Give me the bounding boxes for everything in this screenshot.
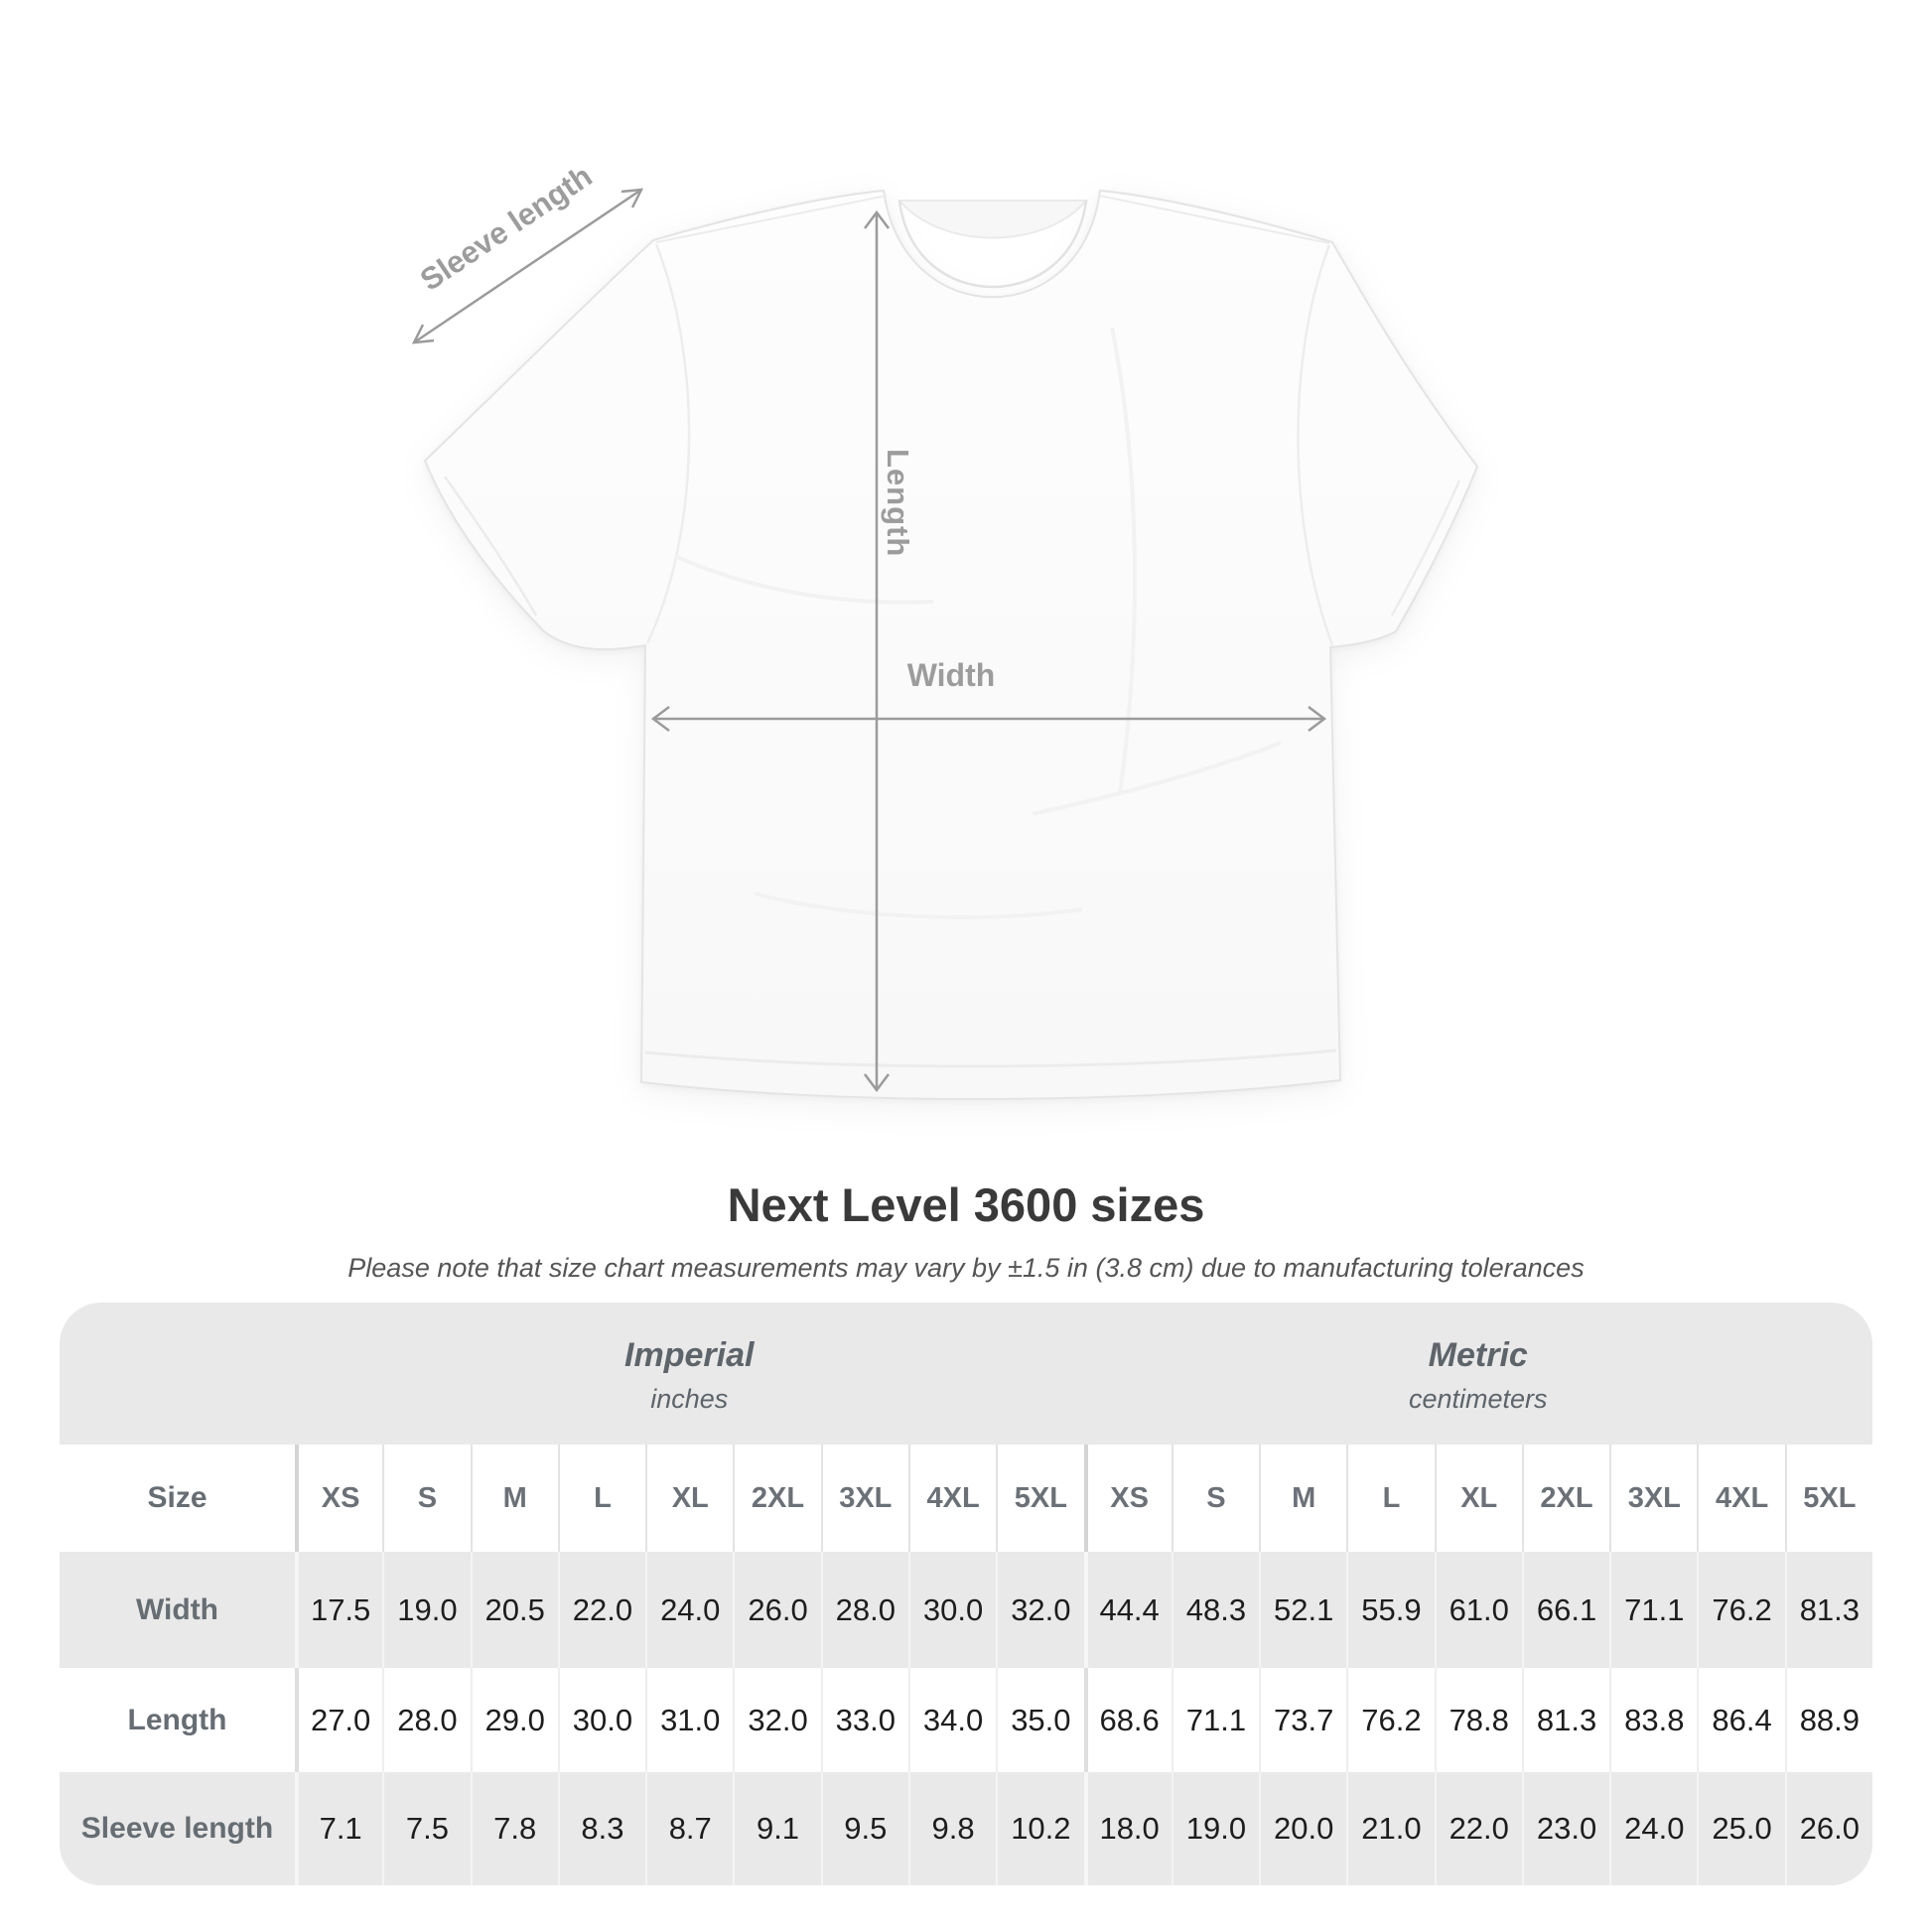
value-cell-metric: 78.8 <box>1435 1668 1522 1772</box>
imperial-section-header <box>295 1303 1084 1445</box>
value-cell-imperial: 9.1 <box>733 1772 820 1885</box>
value-cell-imperial: 8.7 <box>645 1772 733 1885</box>
value-cell-metric: 81.3 <box>1522 1668 1609 1772</box>
size-table <box>60 1303 1872 1885</box>
value-cell-metric: 71.1 <box>1609 1552 1697 1668</box>
width-label: Width <box>906 657 996 693</box>
value-cell-metric: 44.4 <box>1084 1552 1172 1668</box>
value-cell-imperial: 26.0 <box>733 1552 820 1668</box>
value-cell-metric: 20.0 <box>1259 1772 1346 1885</box>
value-cell-imperial: 34.0 <box>908 1668 996 1772</box>
size-col-header-metric-4xl: 4XL <box>1697 1445 1784 1552</box>
value-cell-metric: 61.0 <box>1435 1552 1522 1668</box>
value-cell-metric: 73.7 <box>1259 1668 1346 1772</box>
length-label: Length <box>881 449 915 558</box>
size-col-header-metric-m: M <box>1259 1445 1346 1552</box>
row-label: Width <box>135 1592 219 1626</box>
size-col-header-metric-3xl: 3XL <box>1609 1445 1697 1552</box>
metric-unit: centimeters <box>1408 1384 1548 1414</box>
value-cell-metric: 52.1 <box>1259 1552 1346 1668</box>
value-cell-imperial: 17.5 <box>295 1552 382 1668</box>
value-cell-imperial: 32.0 <box>996 1552 1083 1668</box>
value-cell-metric: 55.9 <box>1346 1552 1434 1668</box>
value-cell-metric: 71.1 <box>1172 1668 1259 1772</box>
value-cell-metric: 21.0 <box>1346 1772 1434 1885</box>
size-col-header-metric-xs: XS <box>1084 1445 1172 1552</box>
value-cell-imperial: 7.1 <box>295 1772 382 1885</box>
value-cell-metric: 76.2 <box>1697 1552 1784 1668</box>
page-title: Next Level 3600 sizes <box>727 1178 1205 1231</box>
value-cell-metric: 83.8 <box>1609 1668 1697 1772</box>
imperial-unit: inches <box>650 1384 729 1414</box>
value-cell-imperial: 7.8 <box>471 1772 558 1885</box>
value-cell-metric: 76.2 <box>1346 1668 1434 1772</box>
value-cell-imperial: 30.0 <box>908 1552 996 1668</box>
value-cell-imperial: 27.0 <box>295 1668 382 1772</box>
size-col-header-imperial-l: L <box>558 1445 645 1552</box>
value-cell-imperial: 9.8 <box>908 1772 996 1885</box>
row-label: Length <box>127 1703 227 1736</box>
value-cell-metric: 23.0 <box>1522 1772 1609 1885</box>
value-cell-metric: 66.1 <box>1522 1552 1609 1668</box>
value-cell-metric: 25.0 <box>1697 1772 1784 1885</box>
size-col-header-imperial-xs: XS <box>295 1445 382 1552</box>
value-cell-metric: 48.3 <box>1172 1552 1259 1668</box>
units-band-spacer <box>60 1303 295 1445</box>
value-cell-imperial: 28.0 <box>382 1668 470 1772</box>
size-col-header-imperial-3xl: 3XL <box>821 1445 908 1552</box>
value-cell-metric: 19.0 <box>1172 1772 1259 1885</box>
size-header-label: Size <box>147 1481 207 1514</box>
value-cell-imperial: 9.5 <box>821 1772 908 1885</box>
size-col-header-metric-l: L <box>1346 1445 1434 1552</box>
width-row <box>60 1552 1872 1668</box>
value-cell-metric: 81.3 <box>1785 1552 1872 1668</box>
value-cell-metric: 86.4 <box>1697 1668 1784 1772</box>
value-cell-metric: 24.0 <box>1609 1772 1697 1885</box>
size-col-header-metric-s: S <box>1172 1445 1259 1552</box>
value-cell-imperial: 20.5 <box>471 1552 558 1668</box>
imperial-title: Imperial <box>624 1336 755 1374</box>
value-cell-imperial: 35.0 <box>996 1668 1083 1772</box>
length-row <box>60 1668 1872 1772</box>
size-col-header-imperial-5xl: 5XL <box>996 1445 1083 1552</box>
page-subtitle: Please note that size chart measurements may vary by ±1.5 in (3.8 cm) due to manufacturing tolerances <box>347 1253 1585 1283</box>
size-col-header-imperial-xl: XL <box>645 1445 733 1552</box>
value-cell-imperial: 22.0 <box>558 1552 645 1668</box>
size-col-header-metric-xl: XL <box>1435 1445 1522 1552</box>
size-col-header-imperial-m: M <box>471 1445 558 1552</box>
size-col-header-imperial-2xl: 2XL <box>733 1445 820 1552</box>
size-col-header-metric-5xl: 5XL <box>1785 1445 1872 1552</box>
metric-section-header <box>1084 1303 1873 1445</box>
value-cell-imperial: 33.0 <box>821 1668 908 1772</box>
value-cell-imperial: 32.0 <box>733 1668 820 1772</box>
size-header-row <box>60 1445 1872 1552</box>
value-cell-imperial: 31.0 <box>645 1668 733 1772</box>
value-cell-metric: 68.6 <box>1084 1668 1172 1772</box>
metric-title: Metric <box>1428 1336 1528 1374</box>
value-cell-imperial: 8.3 <box>558 1772 645 1885</box>
value-cell-imperial: 19.0 <box>382 1552 470 1668</box>
value-cell-imperial: 24.0 <box>645 1552 733 1668</box>
size-col-header-imperial-s: S <box>382 1445 470 1552</box>
sleeve-length-label: Sleeve length <box>413 158 599 298</box>
value-cell-imperial: 10.2 <box>996 1772 1083 1885</box>
row-label: Sleeve length <box>80 1812 274 1845</box>
tshirt-body <box>425 191 1477 1099</box>
sleeve-length-row <box>60 1772 1872 1885</box>
value-cell-metric: 88.9 <box>1785 1668 1872 1772</box>
value-cell-metric: 22.0 <box>1435 1772 1522 1885</box>
size-col-header-metric-2xl: 2XL <box>1522 1445 1609 1552</box>
collar-back-panel <box>899 201 1086 238</box>
size-col-header-imperial-4xl: 4XL <box>908 1445 996 1552</box>
value-cell-imperial: 7.5 <box>382 1772 470 1885</box>
value-cell-imperial: 29.0 <box>471 1668 558 1772</box>
value-cell-metric: 18.0 <box>1084 1772 1172 1885</box>
value-cell-metric: 26.0 <box>1785 1772 1872 1885</box>
units-band <box>60 1303 1872 1445</box>
value-cell-imperial: 28.0 <box>821 1552 908 1668</box>
value-cell-imperial: 30.0 <box>558 1668 645 1772</box>
